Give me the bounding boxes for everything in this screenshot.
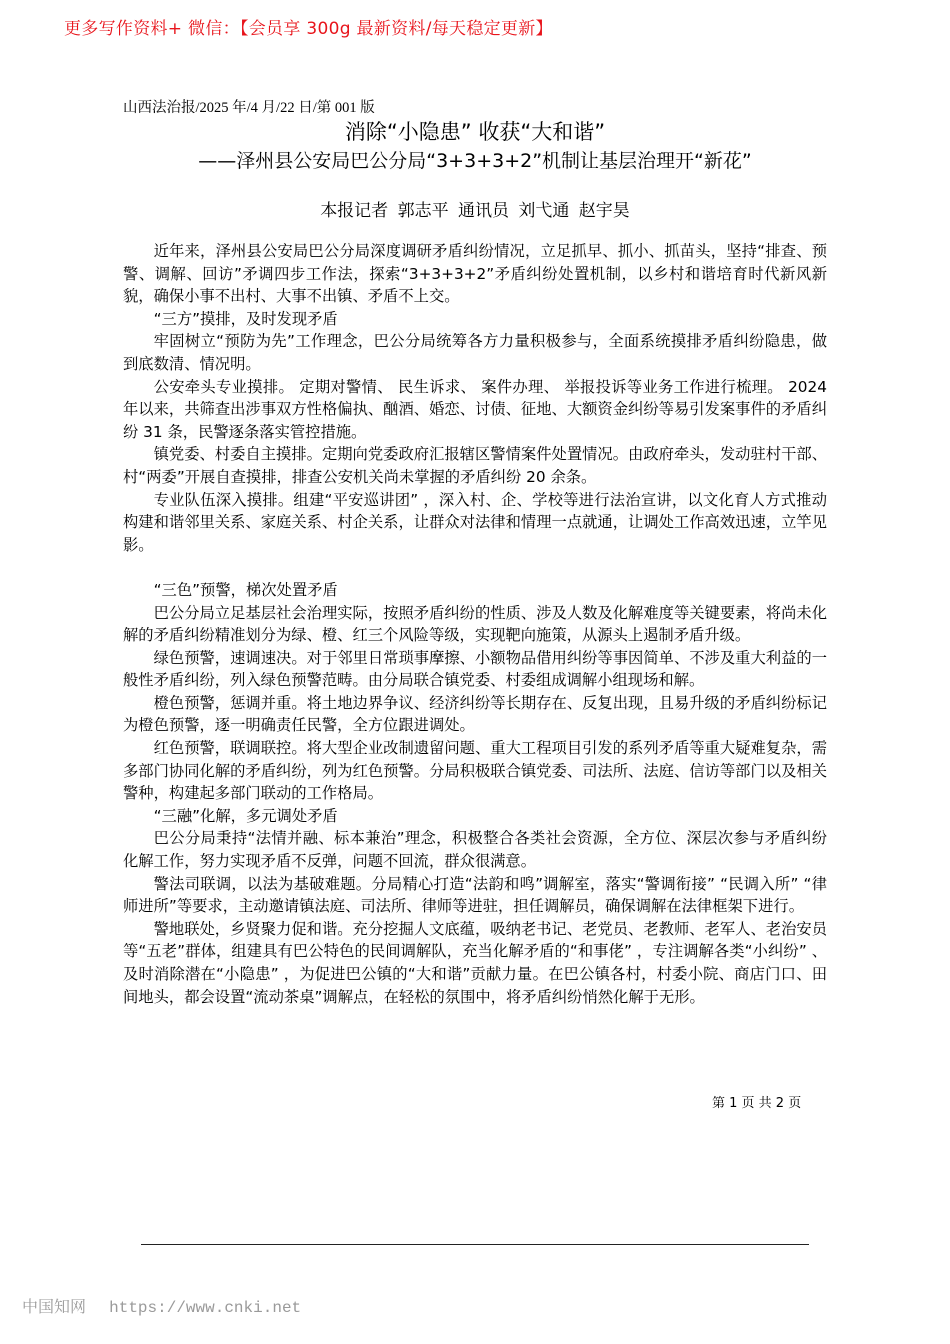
- paragraph: 公安牵头专业摸排。 定期对警情、 民生诉求、 案件办理、 举报投诉等业务工作进行梳理。 2024 年以来，共筛查出涉事双方性格偏执、酗酒、婚恋、讨债、征地、大额资金纠纷等易引发案事件的矛盾纠纷 31 条，民警逐条落实管控措施。: [123, 377, 827, 441]
- footer: [22, 1294, 301, 1317]
- section-heading-three-colors: “三色”预警，梯次处置矛盾: [153, 580, 338, 599]
- site-name: 中国知网: [22, 1297, 87, 1316]
- article-title: 消除“小隐患” 收获“大和谐”: [344, 120, 606, 144]
- section-heading-three-sides: “三方”摸排，及时发现矛盾: [153, 309, 338, 328]
- paragraph: 警法司联调，以法为基破难题。分局精心打造“法韵和鸣”调解室，落实“警调衔接” “民调入所” “律师进所”等要求，主动邀请镇法庭、司法所、律师等进驻，担任调解员，确保调解在法律框架下进行。: [123, 874, 827, 916]
- paragraph: 绿色预警，速调速决。对于邻里日常琐事摩擦、小额物品借用纠纷等事因简单、不涉及重大利益的一般性矛盾纠纷，列入绿色预警范畴。由分局联合镇党委、村委组成调解小组现场和解。: [123, 648, 827, 690]
- paragraph: 牢固树立“预防为先”工作理念，巴公分局统筹各方力量积极参与，全面系统摸排矛盾纠纷隐患，做到底数清、情况明。: [123, 332, 827, 373]
- article-body: [123, 240, 827, 1008]
- paragraph: 镇党委、村委自主摸排。定期向党委政府汇报辖区警情案件处置情况。由政府牵头，发动驻村干部、村“两委”开展自查摸排，排查公安机关尚未掌握的矛盾纠纷 20 余条。: [123, 445, 827, 486]
- article-byline: 本报记者 郭志平 通讯员 刘弋通 赵宇昊: [320, 201, 630, 221]
- paragraph: 警地联处，乡贤聚力促和谐。充分挖掘人文底蕴，吸纳老书记、老党员、老教师、老军人、老治安员等“五老”群体，组建具有巴公特色的民间调解队，充当化解矛盾的“和事佬” ，专注调解各类“小纠纷” 、及时消除潜在“小隐患” ，为促进巴公镇的“大和谐”贡献力量。在巴公镇各村，村委小院、商店门口、田间地头，都会设置“流动茶桌”调解点，在轻松的氛围中，将矛盾纠纷悄然化解于无形。: [123, 919, 827, 1006]
- paragraph: 橙色预警，惩调并重。将土地边界争议、经济纠纷等长期存在、反复出现，且易升级的矛盾纠纷标记为橙色预警，逐一明确责任民警，全方位跟进调处。: [123, 693, 827, 735]
- paragraph-intro: 近年来，泽州县公安局巴公分局深度调研矛盾纠纷情况，立足抓早、抓小、抓苗头，坚持“排查、预警、调解、回访”矛调四步工作法，探索“3+3+3+2”矛盾纠纷处置机制，以乡村和谐培育时代新风新貌，确保小事不出村、大事不出镇、矛盾不上交。: [123, 242, 827, 306]
- page-indicator: 第 1 页 共 2 页: [712, 1096, 802, 1111]
- section-heading-three-integrations: “三融”化解，多元调处矛盾: [153, 806, 338, 825]
- footer-divider: [141, 1244, 809, 1245]
- paragraph: 专业队伍深入摸排。组建“平安巡讲团” ，深入村、企、学校等进行法治宣讲，以文化育人方式推动构建和谐邻里关系、家庭关系、村企关系，让群众对法律和情理一点就通，让调处工作高效迅速，立竿见影。: [123, 490, 827, 554]
- site-url-link[interactable]: https://www.cnki.net: [109, 1299, 302, 1317]
- paragraph: 巴公分局秉持“法情并融、标本兼治”理念，积极整合各类社会资源，全方位、深层次参与矛盾纠纷化解工作，努力实现矛盾不反弹，问题不回流，群众很满意。: [123, 829, 827, 871]
- source-line: 山西法治报/2025 年/4 月/22 日/第 001 版: [123, 100, 375, 116]
- paragraph: 红色预警，联调联控。将大型企业改制遗留问题、重大工程项目引发的系列矛盾等重大疑难复杂，需多部门协同化解的矛盾纠纷，列为红色预警。分局积极联合镇党委、司法所、法庭、信访等部门以及相关警种，构建起多部门联动的工作格局。: [123, 739, 827, 803]
- article-subtitle: ——泽州县公安局巴公分局“3+3+3+2”机制让基层治理开“新花”: [198, 150, 752, 172]
- paragraph: 巴公分局立足基层社会治理实际，按照矛盾纠纷的性质、涉及人数及化解难度等关键要素，将尚未化解的矛盾纠纷精准划分为绿、橙、红三个风险等级，实现靶向施策，从源头上遏制矛盾升级。: [123, 603, 827, 645]
- promo-banner: 更多写作资料+ 微信：【会员享 300g 最新资料/每天稳定更新】: [64, 19, 553, 39]
